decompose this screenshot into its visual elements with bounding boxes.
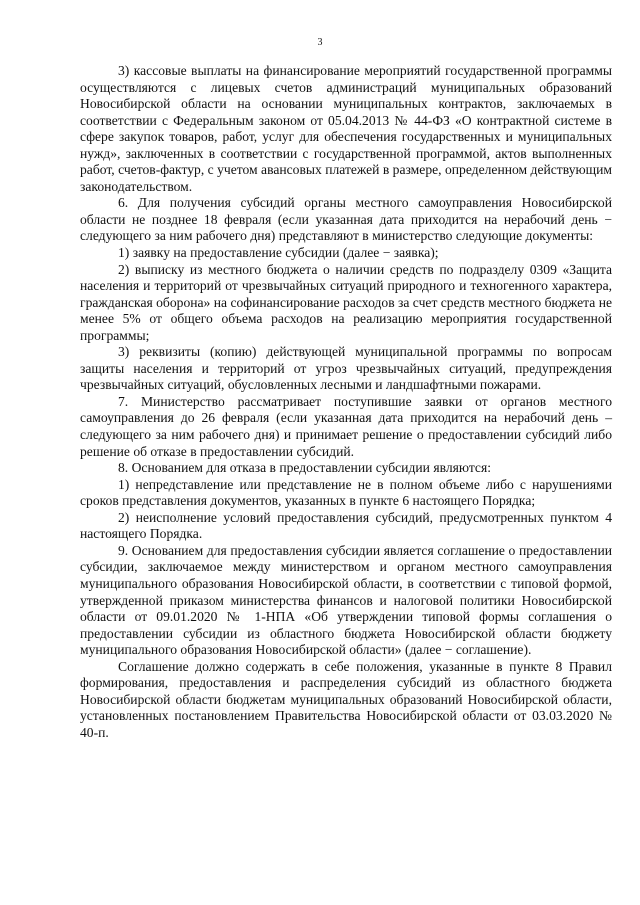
paragraph-8-item-1: 1) непредставление или представление не в полном объеме либо с нарушениями сроков представления документов, указанных в пункте 6 настоящего Порядка; — [80, 476, 612, 509]
paragraph-agreement-content: Соглашение должно содержать в себе положения, указанные в пункте 8 Правил формирования, предоставления и распределения субсидий из областного бюджета Новосибирской области бюджетам муниципальных образований Новосибирской области, установленных постановлением Правительства Новосибирской области от 03.03.2020 № 40-п. — [80, 658, 612, 740]
paragraph-6-item-2: 2) выписку из местного бюджета о наличии средств по подразделу 0309 «Защита населения и территорий от чрезвычайных ситуаций природного и техногенного характера, гражданская оборона» на софинансирование расходов за счет средств местного бюджета не менее 5% от общего объема расходов на реализацию мероприятия государственной программы; — [80, 261, 613, 343]
paragraph-8-item-2: 2) неисполнение условий предоставления субсидий, предусмотренных пунктом 4 настоящего Порядка. — [80, 509, 612, 542]
paragraph-8-refusal: 8. Основанием для отказа в предоставлении субсидии являются: — [118, 460, 491, 476]
paragraph-7-review: 7. Министерство рассматривает поступившие заявки от органов местного самоуправления до 26 февраля (если указанная дата приходится на нерабочий день – следующего за ним рабочего дня) и принимает решение о предоставлении субсидий либо решение об отказе в предоставлении субсидий. — [80, 393, 612, 459]
paragraph-9-agreement: 9. Основанием для предоставления субсидии является соглашение о предоставлении субсидии, заключаемое между министерством и органом местного самоуправления муниципального образования Новосибирской области, в соответствии с типовой формой, утвержденной приказом министерства финансов и налоговой политики Новосибирской области от 09.01.2020 № 1-НПА «Об утверждении типовой формы соглашения о предоставлении субсидии из областного бюджета Новосибирской области бюджету муниципального образования Новосибирской области» (далее − соглашение). — [80, 542, 612, 658]
paragraph-6-item-3: 3) реквизиты (копию) действующей муниципальной программы по вопросам защиты населения и территорий от угроз чрезвычайных ситуаций, предупреждения чрезвычайных ситуаций, обусловленных лесными и ландшафтными пожарами. — [80, 344, 612, 393]
paragraph-3-cash-payments: 3) кассовые выплаты на финансирование мероприятий государственной программы осуществляются с лицевых счетов администраций муниципальных образований Новосибирской области на основании муниципальных контрактов, заключаемых в соответствии с Федеральным законом от 05.04.2013 № 44-ФЗ «О контрактной системе в сфере закупок товаров, работ, услуг для обеспечения государственных и муниципальных нужд», заключенных в соответствии с государственной программой, актов выполненных работ, счетов-фактур, с учетом авансовых платежей в размере, определенном действующим законодательством. — [80, 63, 612, 194]
paragraph-6-item-1: 1) заявку на предоставление субсидии (далее − заявка); — [118, 245, 439, 261]
page-number: 3 — [317, 37, 323, 48]
paragraph-6-documents: 6. Для получения субсидий органы местного самоуправления Новосибирской области не позднее 18 февраля (если указанная дата приходится на нерабочий день − следующего за ним рабочего дня) представляют в министерство следующие документы: — [80, 195, 612, 244]
document-body — [80, 63, 612, 741]
